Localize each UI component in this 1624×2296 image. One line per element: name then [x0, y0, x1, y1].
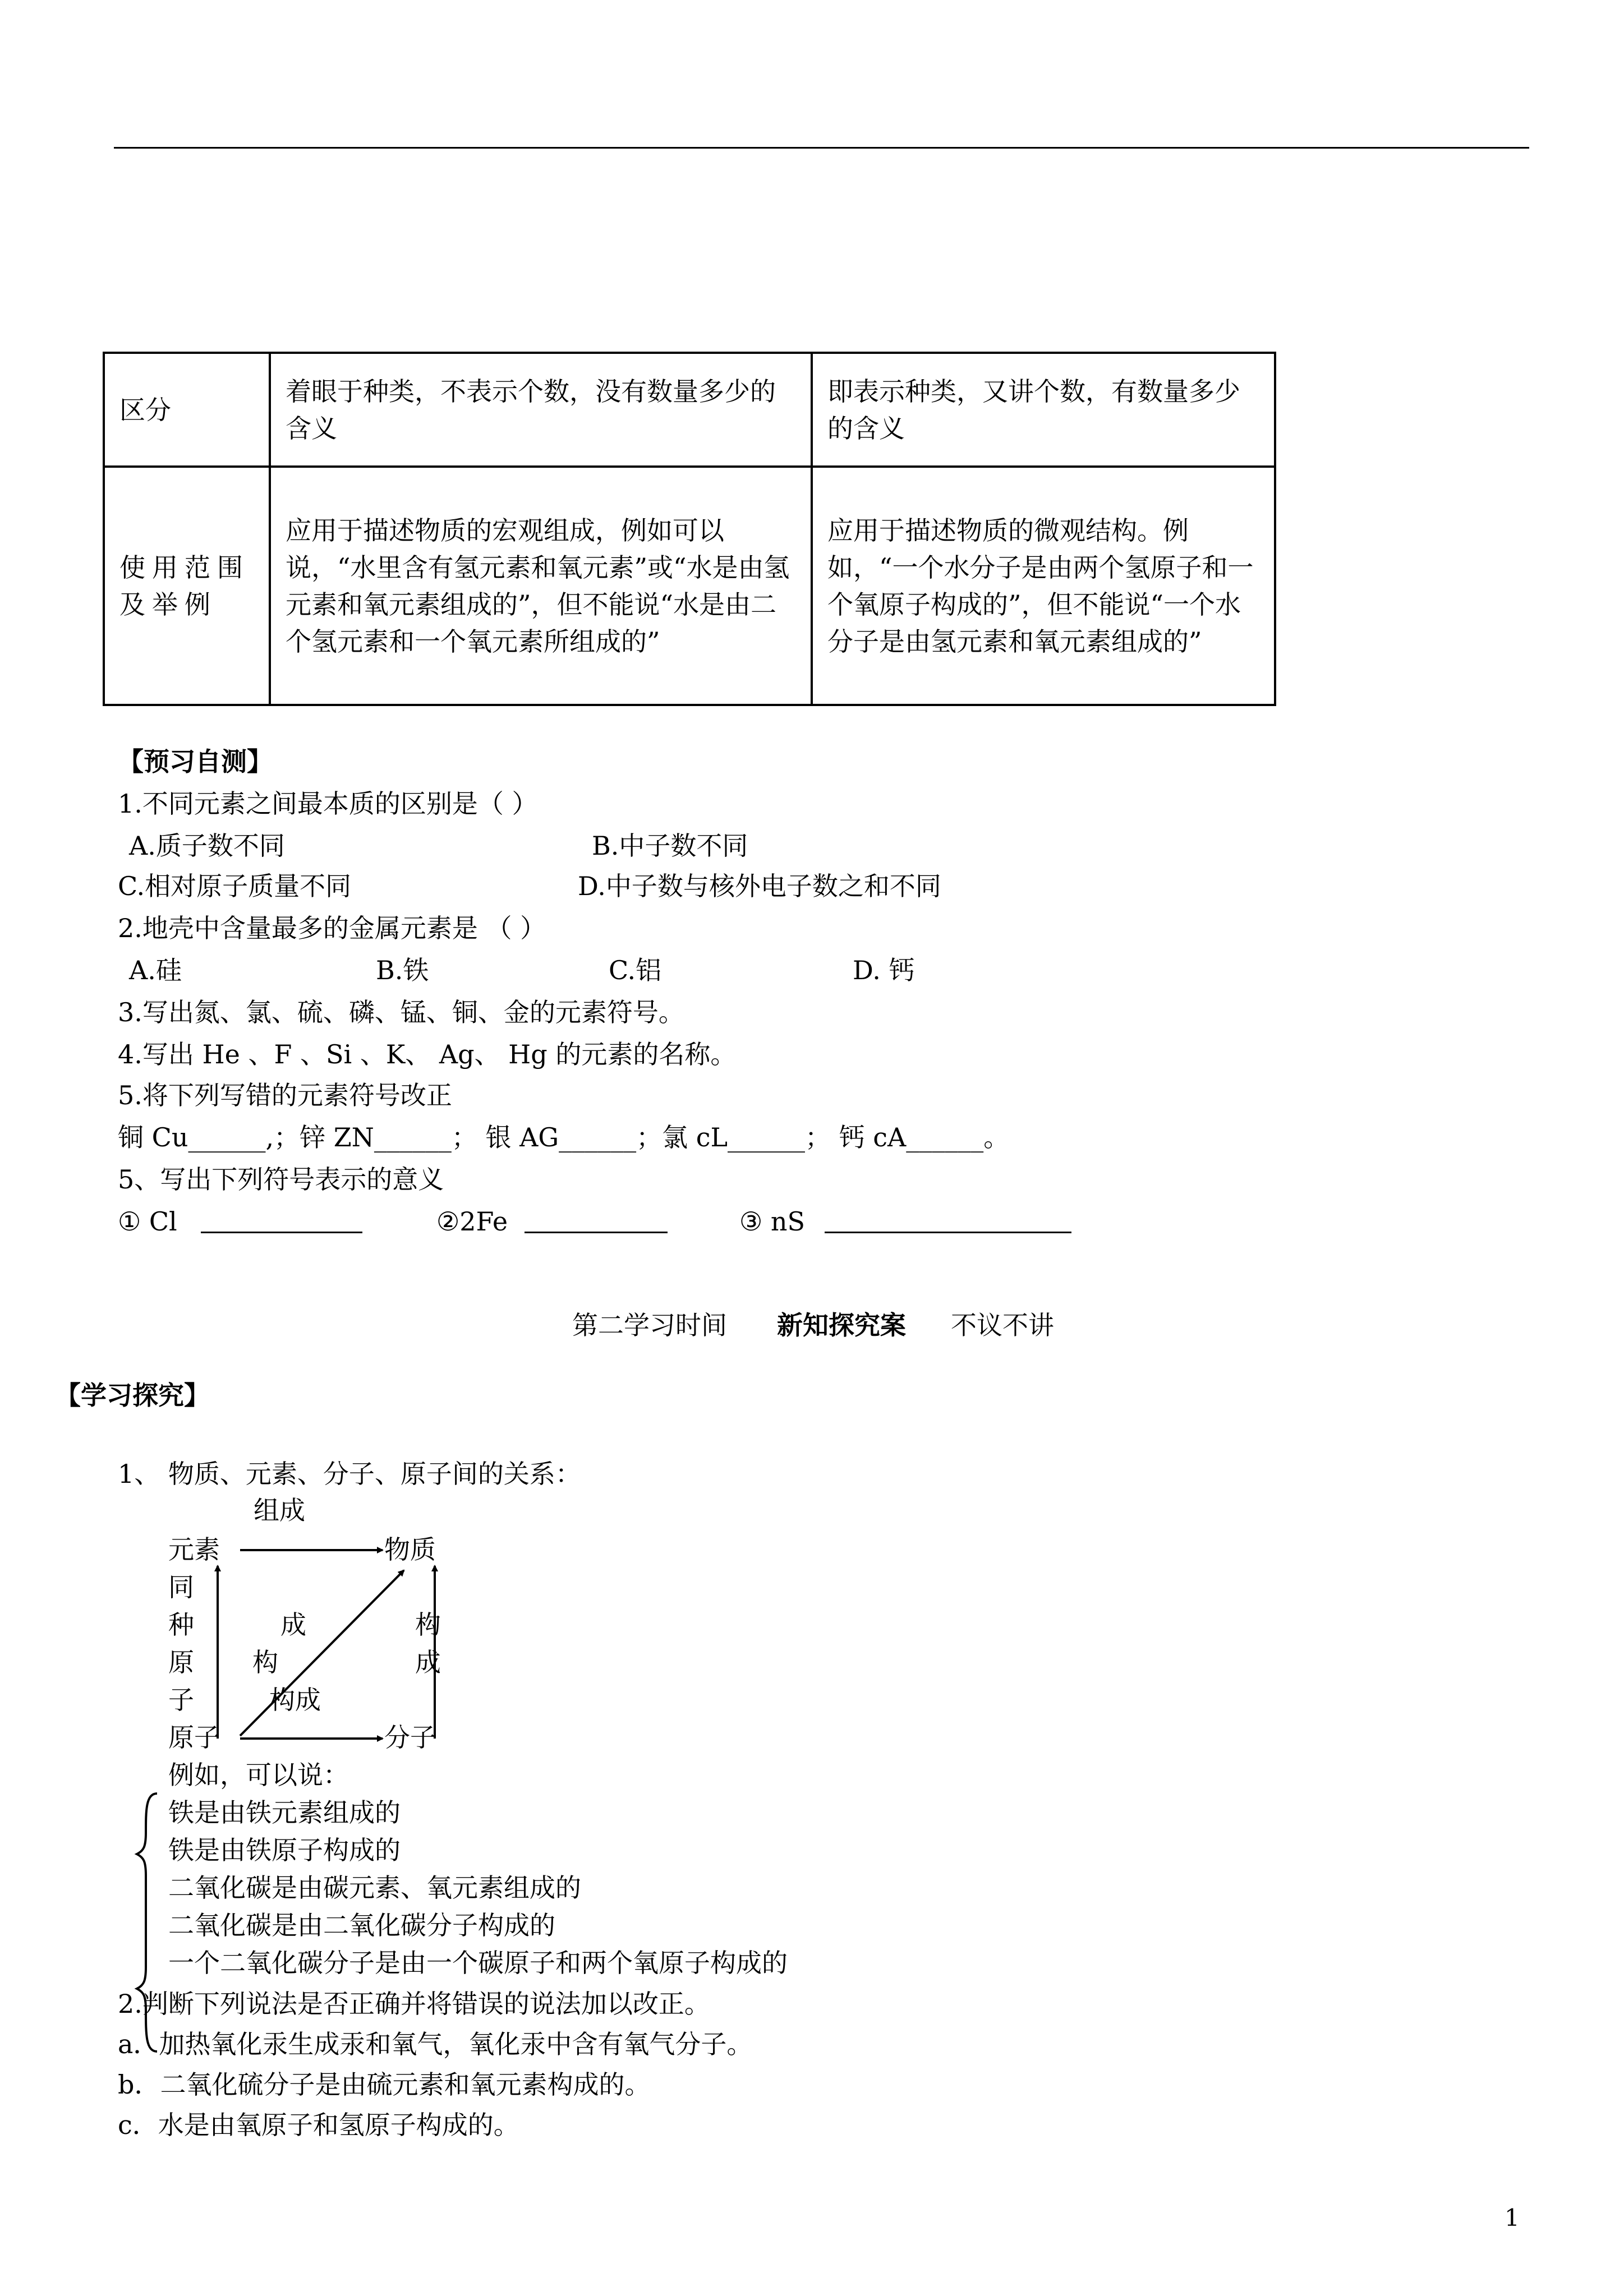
explore-item-2-b: b．二氧化硫分子是由硫元素和氧元素构成的。 — [118, 2069, 651, 2100]
question-5-blanks: 铜 Cu______,；锌 ZN______； 银 AG______；氯 cL______； 钙 cA______。 — [118, 1122, 1010, 1152]
example-line: 铁是由铁原子构成的 — [168, 1835, 401, 1865]
question-2-option-a: A.硅 — [129, 955, 182, 985]
label-diagonal: 构 — [252, 1647, 278, 1677]
node-element: 元素 — [168, 1534, 220, 1565]
example-line: 铁是由铁元素组成的 — [168, 1797, 401, 1828]
explore-item-2-a: a．加热氧化汞生成汞和氧气，氧化汞中含有氧气分子。 — [118, 2029, 753, 2059]
answer-line — [201, 1232, 362, 1233]
label-compose-top: 组成 — [254, 1495, 305, 1525]
question-4: 4.写出 He 、F 、Si 、K、 Ag、 Hg 的元素的名称。 — [118, 1039, 737, 1069]
node-substance: 物质 — [384, 1534, 436, 1565]
label-same-kind-atoms: 种 — [168, 1610, 194, 1640]
table-cell-atom: 应用于描述物质的微观结构。例如，“一个水分子是由两个氢原子和一个氧原子构成的”，但不能说“一个水分子是由氢元素和氧元素组成的” — [812, 467, 1275, 705]
page-number: 1 — [1505, 2204, 1520, 2232]
example-line: 二氧化碳是由碳元素、氧元素组成的 — [168, 1873, 581, 1903]
question-1: 1.不同元素之间最本质的区别是（ ） — [118, 789, 538, 819]
node-atom: 原子 — [168, 1722, 220, 1753]
table-cell-element: 着眼于种类，不表示个数，没有数量多少的含义 — [270, 353, 812, 467]
question-1-option-a: A.质子数不同 — [129, 831, 285, 861]
label-constitute-bottom: 构成 — [269, 1685, 321, 1715]
section-title-right: 不议不讲 — [951, 1310, 1054, 1340]
question-1-option-c: C.相对原子质量不同 — [118, 871, 352, 901]
question-2: 2.地壳中含量最多的金属元素是 （ ） — [118, 913, 546, 943]
example-line: 一个二氧化碳分子是由一个碳原子和两个氧原子构成的 — [168, 1948, 788, 1978]
table-cell-element: 应用于描述物质的宏观组成，例如可以说，“水里含有氢元素和氧元素”或“水是由氢元素和氧元素组成的”，但不能说“水是由二个氢元素和一个氧元素所组成的” — [270, 467, 812, 705]
question-2-option-d: D. 钙 — [853, 955, 915, 985]
question-2-option-b: B.铁 — [376, 955, 429, 985]
example-line: 二氧化碳是由二氧化碳分子构成的 — [168, 1910, 555, 1940]
label-constitute-right: 构 — [415, 1610, 441, 1640]
label-same-kind-atoms: 原 — [168, 1647, 194, 1677]
label-same-kind-atoms: 子 — [168, 1685, 194, 1715]
question-2-option-c: C.铝 — [609, 955, 662, 985]
example-intro: 例如，可以说： — [168, 1760, 349, 1790]
explore-item-1: 1、 物质、元素、分子、原子间的关系： — [118, 1459, 581, 1489]
table-cell-label: 使用范围及举例 — [104, 467, 270, 705]
table-cell-atom: 即表示种类，又讲个数，有数量多少的含义 — [812, 353, 1275, 467]
question-6-item-c: ③ nS — [739, 1206, 805, 1237]
diagram-arrows — [157, 1492, 494, 1761]
label-constitute-right: 成 — [415, 1647, 441, 1677]
question-5: 5.将下列写错的元素符号改正 — [118, 1080, 452, 1110]
label-same-kind-atoms: 同 — [168, 1572, 194, 1602]
section-title-left: 第二学习时间 — [572, 1310, 727, 1340]
explore-item-2-c: c．水是由氧原子和氢原子构成的。 — [118, 2110, 519, 2140]
table-row — [104, 467, 1275, 705]
question-6-item-b: ②2Fe — [436, 1206, 508, 1237]
answer-line — [525, 1232, 668, 1233]
question-1-option-d: D.中子数与核外电子数之和不同 — [578, 871, 941, 901]
table-row — [104, 353, 1275, 467]
comparison-table — [103, 352, 1276, 706]
question-6-item-a: ① Cl — [118, 1206, 177, 1237]
explore-heading: 【学习探究】 — [55, 1380, 210, 1410]
question-1-option-b: B.中子数不同 — [592, 831, 748, 861]
label-diagonal: 成 — [280, 1610, 306, 1640]
header-rule — [114, 147, 1529, 149]
question-3: 3.写出氮、氯、硫、磷、锰、铜、金的元素符号。 — [118, 997, 684, 1027]
question-6: 5、写出下列符号表示的意义 — [118, 1164, 444, 1195]
preview-heading: 【预习自测】 — [118, 746, 273, 777]
table-cell-label: 区分 — [104, 353, 270, 467]
answer-line — [825, 1232, 1071, 1233]
section-title-main: 新知探究案 — [777, 1310, 906, 1340]
relationship-diagram — [157, 1492, 494, 1761]
explore-item-2: 2.判断下列说法是否正确并将错误的说法加以改正。 — [118, 1989, 710, 2019]
node-molecule: 分子 — [384, 1722, 436, 1753]
